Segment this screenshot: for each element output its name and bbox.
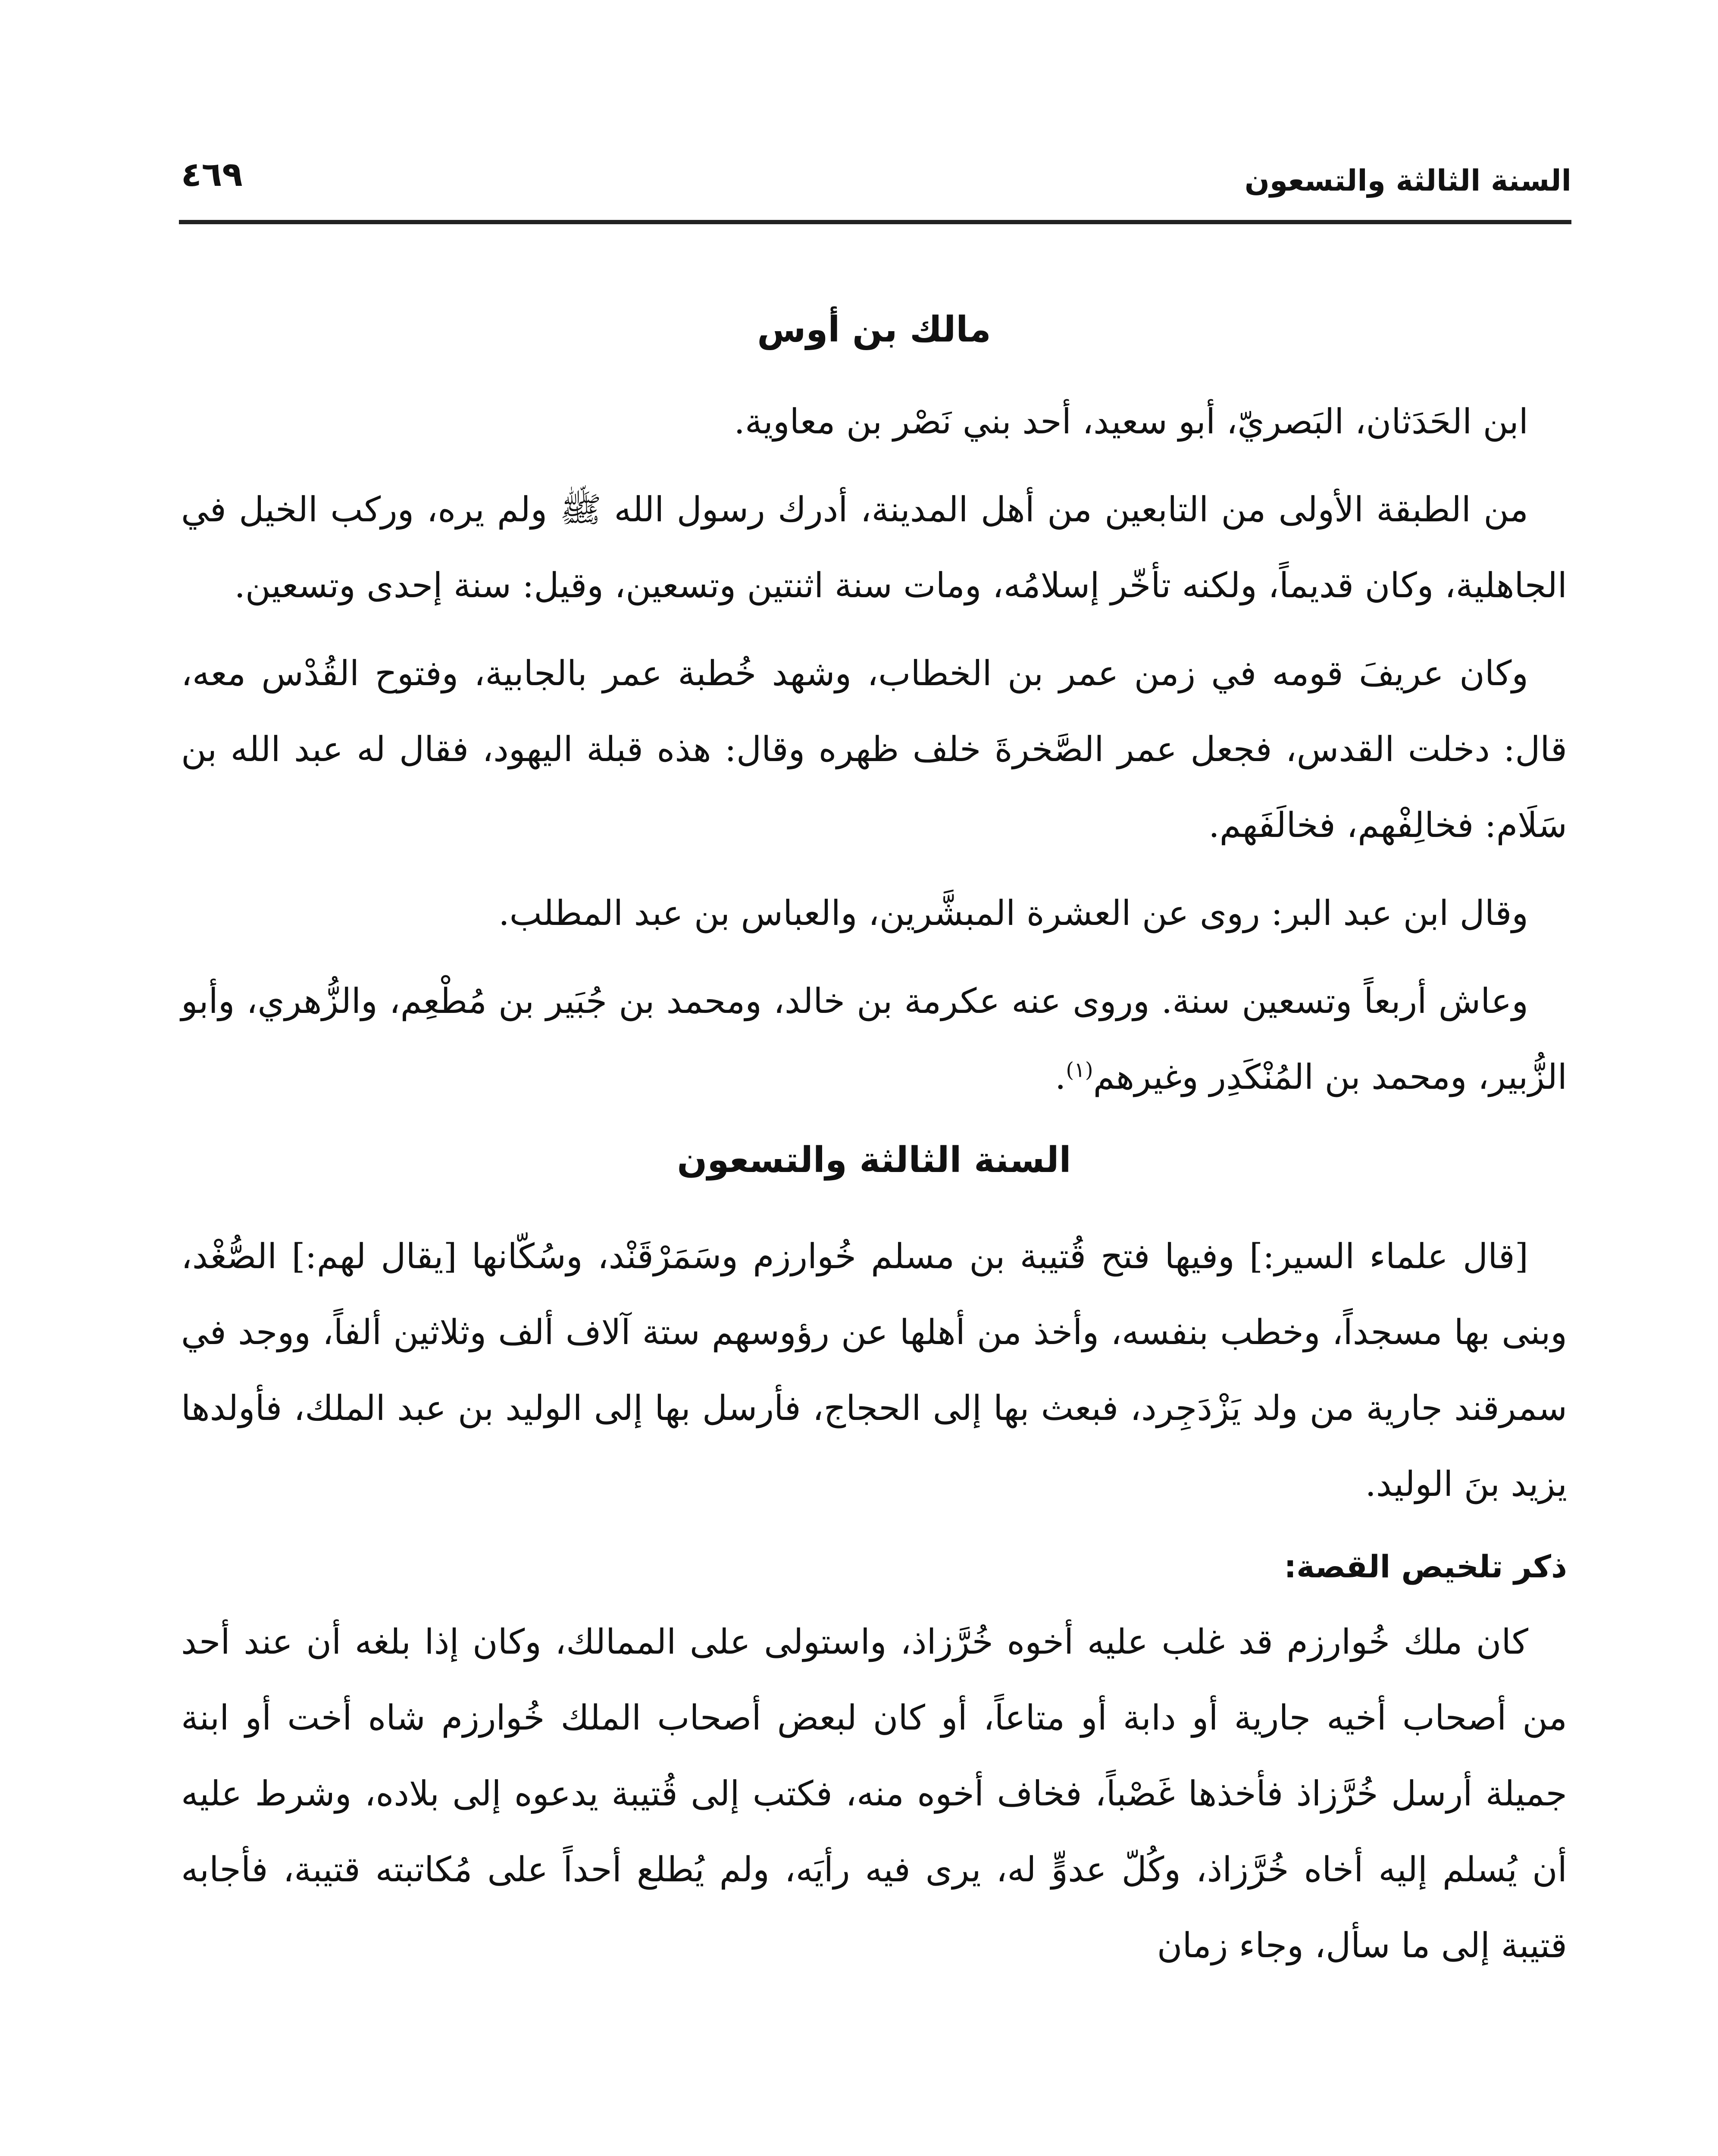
section-title-malik: مالك بن أوس	[757, 309, 991, 350]
page-body	[181, 302, 1567, 1996]
paragraph: من الطبقة الأولى من التابعين من أهل المدينة، أدرك رسول الله ﷺ ولم يره، وركب الخيل في الجاهلية، وكان قديماً، ولكنه تأخّر إسلامُه، ومات سنة اثنتين وتسعين، وقيل: سنة إحدى وتسعين.	[181, 489, 1567, 605]
footnote-reference: (١)	[1066, 1058, 1093, 1082]
paragraph: [قال علماء السير:] وفيها فتح قُتيبة بن مسلم خُوارزم وسَمَرْقَنْد، وسُكّانها [يقال لهم:] الصُّغْد، وبنى بها مسجداً، وخطب بنفسه، وأخذ من أهلها عن رؤوسهم ستة آلاف ألف وثلاثين ألفاً، ووجد في سمرقند جارية من ولد يَزْدَجِرد، فبعث بها إلى الحجاج، فأرسل بها إلى الوليد بن عبد الملك، فأولدها يزيد بنَ الوليد.	[181, 1236, 1567, 1504]
header-rule	[179, 220, 1571, 224]
paragraph: وكان عريفَ قومه في زمن عمر بن الخطاب، وشهد خُطبة عمر بالجابية، وفتوح القُدْس معه، قال: دخلت القدس، فجعل عمر الصَّخرةَ خلف ظهره وقال: هذه قبلة اليهود، فقال له عبد الله بن سَلَام: فخالِفْهم، فخالَفَهم.	[181, 653, 1567, 845]
paragraph: ابن الحَدَثان، البَصريّ، أبو سعيد، أحد بني نَصْر بن معاوية.	[734, 401, 1528, 442]
page-number: ٤٦٩	[181, 155, 243, 194]
paragraph-end: .	[1055, 1057, 1066, 1097]
paragraph: كان ملك خُوارزم قد غلب عليه أخوه خُرَّزاذ، واستولى على الممالك، وكان إذا بلغه أن عند أحد من أصحاب أخيه جارية أو دابة أو متاعاً، أو كان لبعض أصحاب الملك خُوارزم شاه أخت أو ابنة جميلة أرسل خُرَّزاذ فأخذها غَصْباً، فخاف أخوه منه، فكتب إلى قُتيبة يدعوه إلى بلاده، وشرط عليه أن يُسلم إليه أخاه خُرَّزاذ، وكُلّ عدوٍّ له، يرى فيه رأيَه، ولم يُطلع أحداً على مُكاتبته قتيبة، فأجابه قتيبة إلى ما سأل، وجاء زمان	[181, 1622, 1567, 1965]
paragraph-text: وعاش أربعاً وتسعين سنة. وروى عنه عكرمة بن خالد، ومحمد بن جُبَير بن مُطْعِم، والزُّهري، وأبو الزُّبير، ومحمد بن المُنْكَدِر وغيرهم	[181, 981, 1567, 1097]
subheading: ذكر تلخيص القصة:	[1284, 1548, 1567, 1585]
running-title: السنة الثالثة والتسعون	[1244, 164, 1571, 198]
page-header	[181, 155, 1571, 220]
section-title-year-93: السنة الثالثة والتسعون	[677, 1140, 1071, 1181]
paragraph: وقال ابن عبد البر: روى عن العشرة المبشَّرين، والعباس بن عبد المطلب.	[498, 893, 1528, 933]
paragraph-with-footnote	[181, 963, 1567, 1115]
